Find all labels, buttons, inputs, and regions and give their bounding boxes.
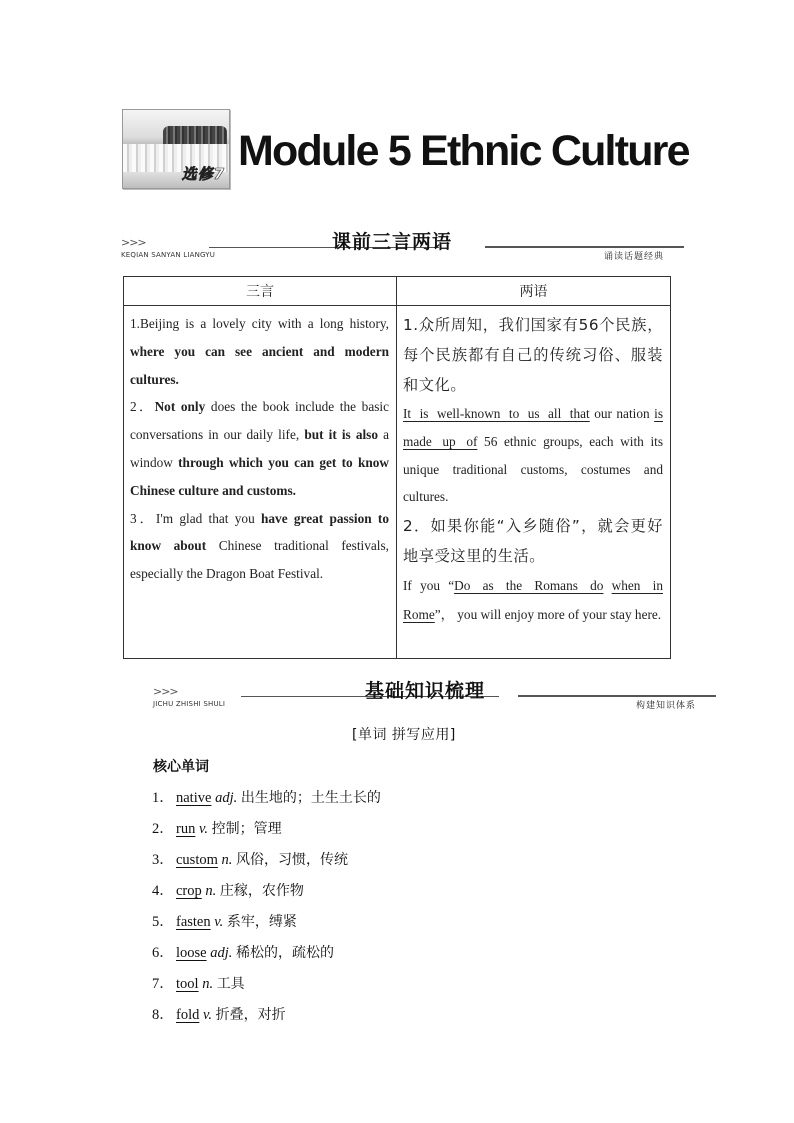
- right-cell: [397, 306, 671, 659]
- part-of-speech: adj.: [210, 945, 233, 961]
- core-words-label: 核心单词: [153, 759, 209, 775]
- vocab-word: native: [176, 790, 212, 806]
- page-title: Module 5 Ethnic Culture: [238, 127, 689, 175]
- section-title: 基础知识梳理: [365, 680, 486, 702]
- sentence-text: If you “: [403, 578, 455, 594]
- divider: [518, 695, 716, 697]
- vocab-number: 3．: [152, 852, 174, 868]
- part-of-speech: v.: [214, 914, 224, 930]
- vocab-item: [152, 817, 381, 848]
- vocab-word: fasten: [176, 914, 211, 930]
- section-subtitle: 构建知识体系: [636, 701, 697, 711]
- vocab-word: tool: [176, 976, 199, 992]
- vocab-item: [152, 972, 381, 1003]
- vocab-list: [152, 786, 381, 1034]
- underlined-answer: when in Rome: [403, 578, 663, 623]
- sentence-3: [130, 505, 389, 588]
- sentence-text: ”， you will enjoy more of your stay here.: [434, 607, 662, 623]
- waterfall-image: [122, 109, 230, 189]
- vocab-meaning: 折叠，对折: [215, 1007, 286, 1023]
- vocab-word: loose: [176, 945, 207, 961]
- vocab-item: [152, 848, 381, 879]
- series-tag: 选修7: [181, 165, 225, 183]
- column-header-sanyan: 三言: [124, 277, 397, 306]
- section-pinyin: JICHU ZHISHI SHULI: [153, 700, 226, 708]
- sentence-text: our nation: [594, 406, 650, 421]
- part-of-speech: v.: [198, 821, 208, 837]
- vocab-number: 7．: [152, 976, 174, 992]
- underlined-answer: is made up of: [403, 406, 664, 449]
- vocab-number: 4．: [152, 883, 174, 899]
- vocab-meaning: 庄稼，农作物: [219, 883, 304, 899]
- part-of-speech: adj.: [215, 790, 238, 806]
- vocab-item: [152, 786, 381, 817]
- sentence-number: 2．: [130, 399, 155, 415]
- vocab-number: 6．: [152, 945, 174, 961]
- sentence-table: [123, 276, 671, 659]
- vocab-number: 1．: [152, 790, 174, 806]
- vocab-item: [152, 941, 381, 972]
- vocab-word: run: [176, 821, 196, 837]
- key-phrase: have great passion to know about: [130, 510, 389, 554]
- table-header-row: [124, 277, 671, 306]
- vocab-meaning: 系牢，缚紧: [226, 914, 297, 930]
- vocab-meaning: 控制；管理: [211, 821, 282, 837]
- column-header-liangyu: 两语: [397, 277, 671, 306]
- sentence-text: Chinese traditional festivals, especially the Dragon Boat Festival.: [130, 538, 389, 582]
- part-of-speech: n.: [202, 976, 214, 992]
- section-header-1: [121, 231, 684, 266]
- key-phrase: where you can see ancient and modern cultures.: [130, 343, 389, 387]
- english-sentence-1: [403, 400, 663, 511]
- chinese-sentence-2: 2．如果你能“入乡随俗”，就会更好地享受这里的生活。: [403, 517, 663, 566]
- module-title-banner: [122, 109, 689, 191]
- left-cell: [124, 306, 397, 659]
- vocab-item: [152, 879, 381, 910]
- vocab-item: [152, 1003, 381, 1034]
- vocab-number: 2．: [152, 821, 174, 837]
- vocab-word: crop: [176, 883, 202, 899]
- sentence-2: [130, 393, 389, 504]
- section-header-2: [153, 680, 716, 715]
- sentence-text: 56 ethnic groups, each with its unique traditional customs, costumes and cultures.: [403, 433, 664, 505]
- sentence-text: a window: [130, 427, 390, 470]
- part-of-speech: v.: [202, 1007, 212, 1023]
- vocab-meaning: 出生地的；土生土长的: [240, 790, 381, 806]
- underlined-answer: It is well-known to us all that: [403, 406, 590, 421]
- vocab-number: 5．: [152, 914, 174, 930]
- vocab-word: custom: [176, 852, 218, 868]
- part-of-speech: n.: [221, 852, 233, 868]
- vocab-item: [152, 910, 381, 941]
- key-phrase: through which you can get to know Chinese culture and customs.: [130, 454, 389, 498]
- vocab-number: 8．: [152, 1007, 174, 1023]
- chinese-sentence-1: 1.众所周知，我们国家有56个民族，每个民族都有自己的传统习俗、服装和文化。: [403, 316, 663, 394]
- sentence-text: 1.Beijing is a lovely city with a long history,: [130, 316, 389, 331]
- vocab-meaning: 风俗，习惯，传统: [236, 852, 349, 868]
- divider: [485, 246, 684, 248]
- underlined-answer: Do as the Romans do: [454, 578, 604, 594]
- vocab-word: fold: [176, 1007, 200, 1023]
- vocab-meaning: 工具: [216, 976, 245, 992]
- vocab-meaning: 稀松的，疏松的: [236, 945, 335, 961]
- vocab-heading: [单词 拼写应用]: [352, 727, 456, 743]
- english-sentence-2: [403, 571, 663, 629]
- part-of-speech: n.: [205, 883, 217, 899]
- sentence-1: [130, 310, 389, 393]
- sentence-text: 3．I'm glad that you: [130, 510, 255, 526]
- chevrons-icon: >>>: [121, 236, 146, 249]
- sentence-text: does the book include the basic conversations in our daily life,: [130, 399, 390, 443]
- section-subtitle: 诵读话题经典: [604, 252, 665, 262]
- key-phrase: Not only: [154, 399, 206, 415]
- chevrons-icon: >>>: [153, 685, 178, 698]
- key-phrase: but it is also: [304, 427, 378, 443]
- table-row: [124, 306, 671, 659]
- section-title: 课前三言两语: [332, 231, 453, 253]
- section-pinyin: KEQIAN SANYAN LIANGYU: [121, 251, 216, 259]
